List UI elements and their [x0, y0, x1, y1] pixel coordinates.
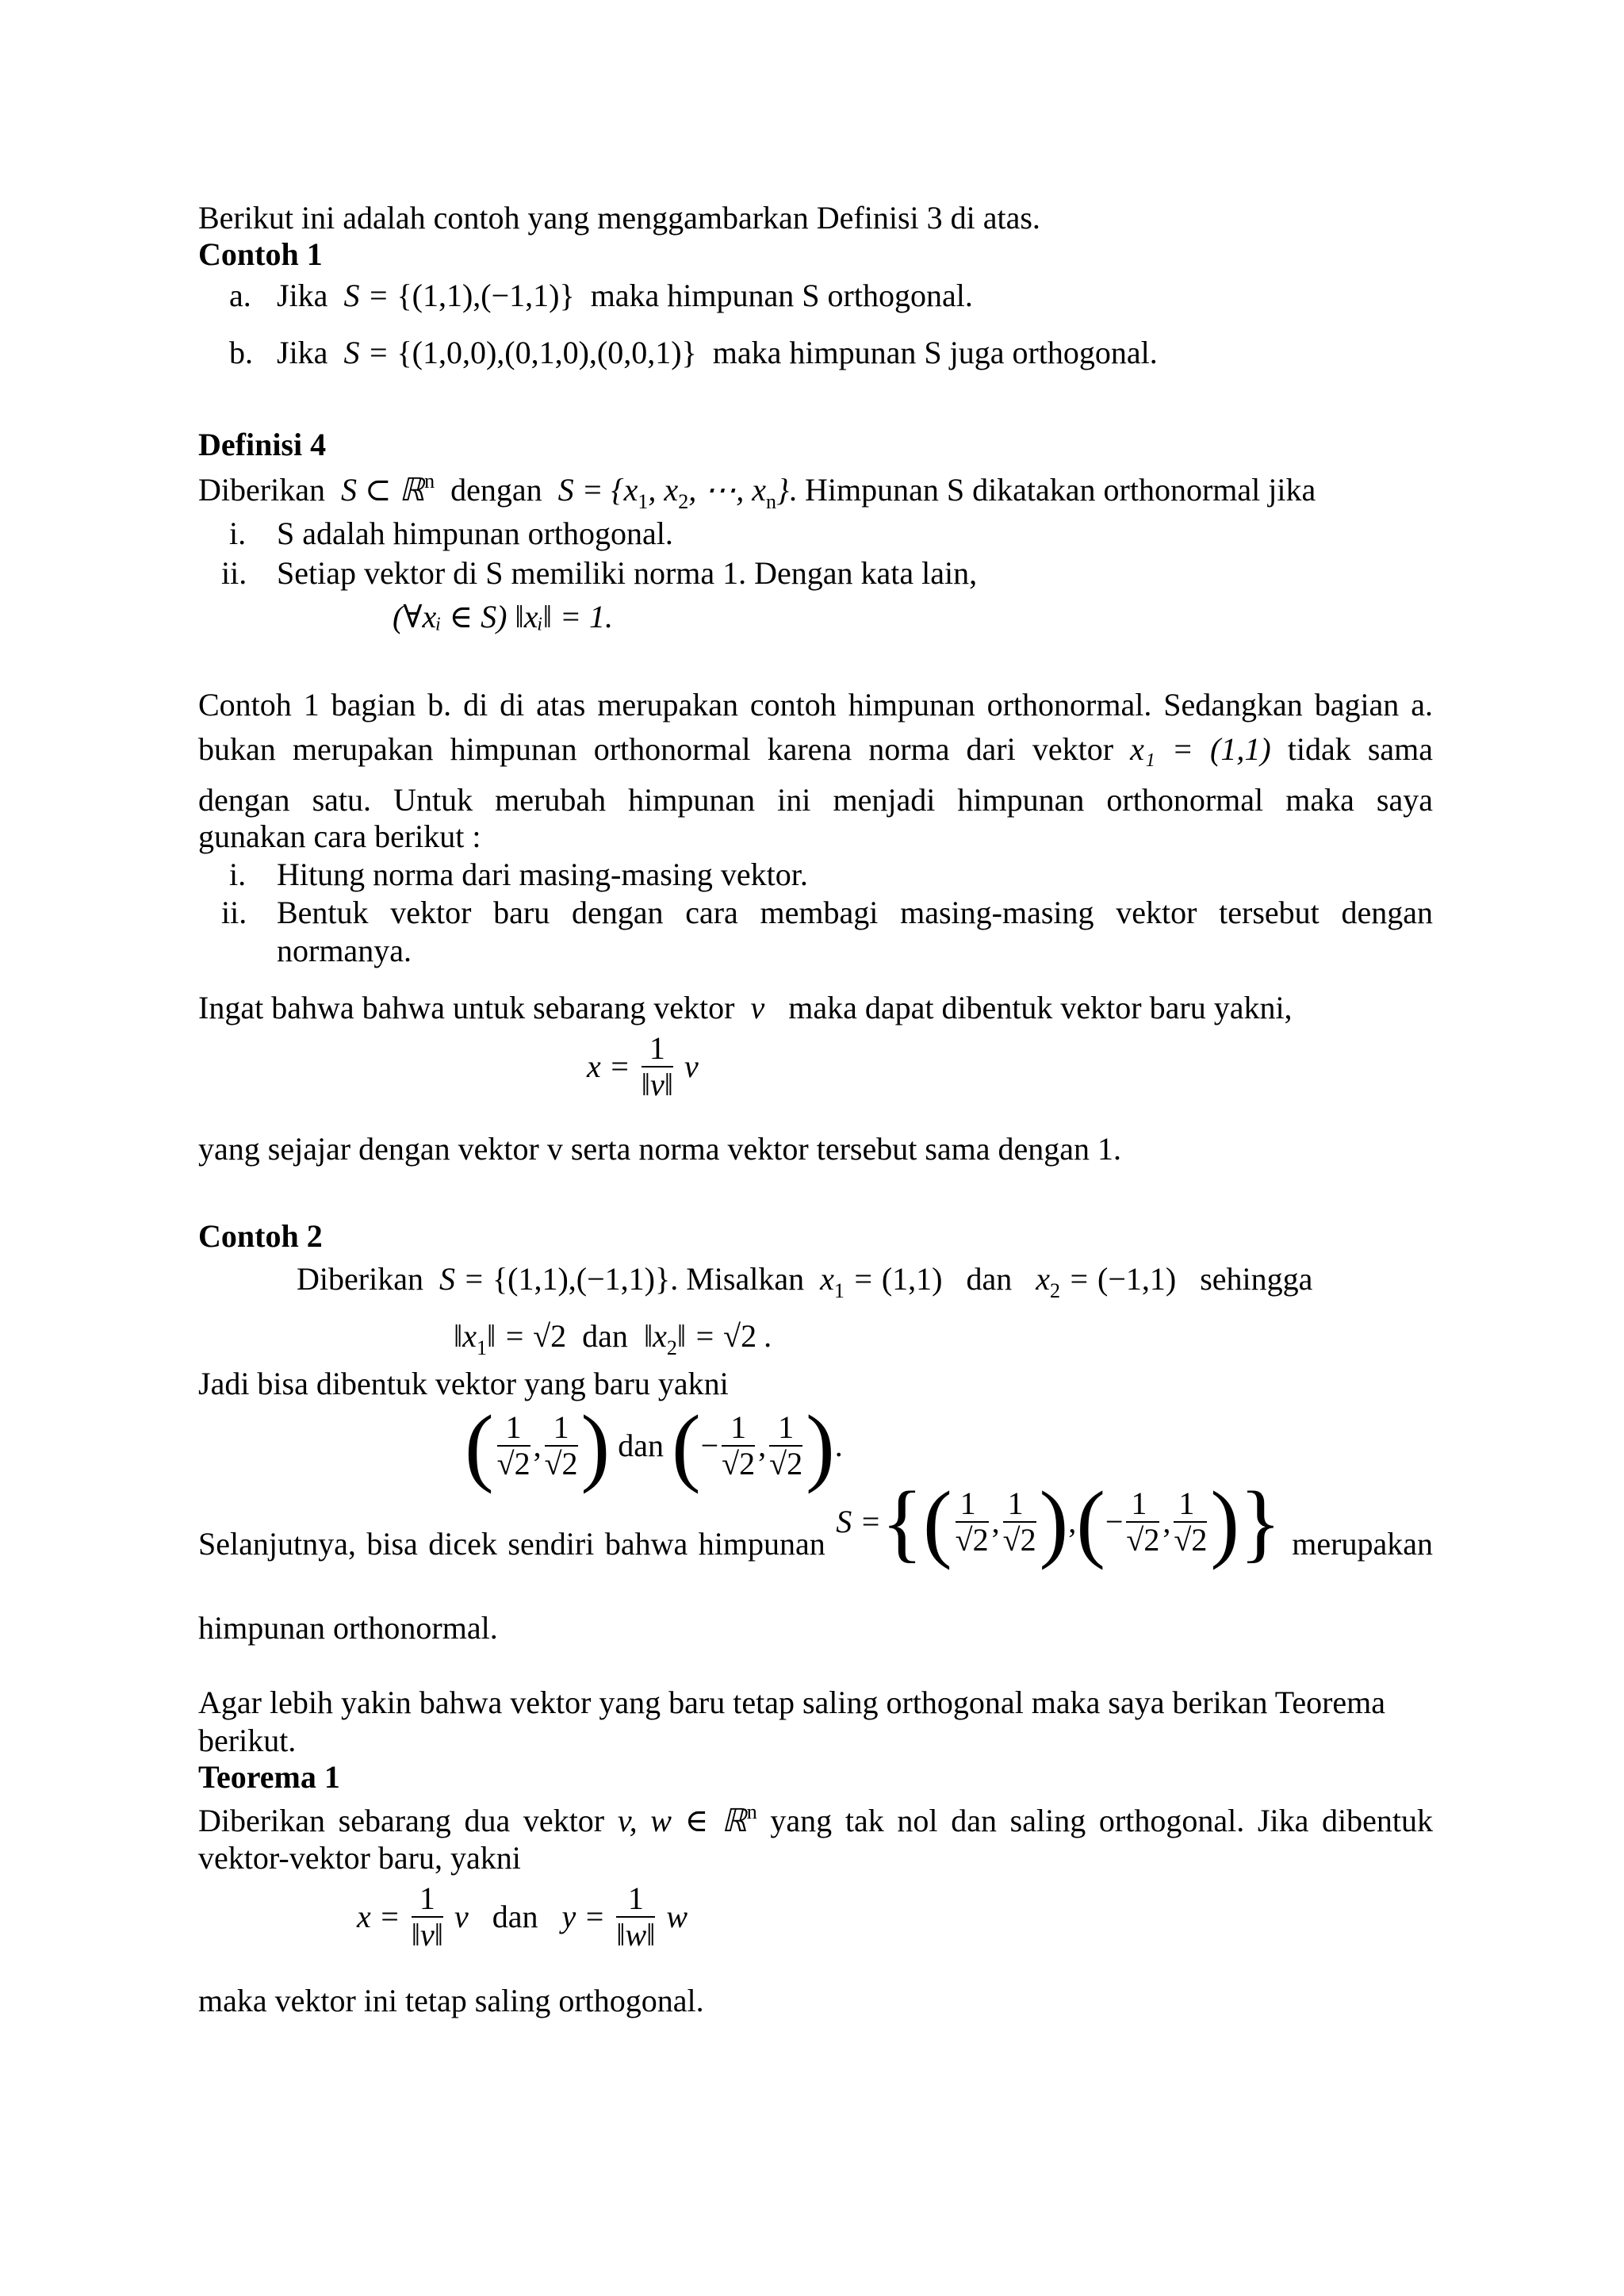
teorema1-vw-math: v, w ∈ ℝ$^n$	[617, 1800, 757, 1838]
definisi4-set-math: $S = \{x_1$, $x_2$, ⋯, $x_n$}	[550, 472, 789, 513]
para1-step1-marker: i.	[229, 857, 247, 892]
definisi4-line1-mid: dengan	[450, 472, 542, 508]
para1-x1-math: x₁ = (1,1)	[1130, 731, 1271, 767]
contoh1-a-text-pre: Jika	[277, 278, 328, 313]
definisi4-item1: S adalah himpunan orthogonal.	[277, 516, 673, 551]
para1-step1: Hitung norma dari masing-masing vektor.	[277, 857, 808, 892]
definisi4-heading: Definisi 4	[198, 427, 327, 462]
para1-step2-line2: normanya.	[277, 933, 412, 968]
contoh1-b-line	[277, 335, 1158, 371]
contoh1-a-line	[277, 278, 973, 314]
definisi4-item2: Setiap vektor di S memiliki norma 1. Dengan kata lain,	[277, 555, 978, 591]
contoh1-b-set: {(1,0,0),(0,1,0),(0,0,1)}	[396, 335, 697, 370]
contoh1-a-marker: a.	[229, 278, 251, 313]
contoh1-heading: Contoh 1	[198, 236, 323, 272]
para1-line4: gunakan cara berikut :	[198, 818, 481, 854]
contoh2-line1: Diberikan S = {(1,1),(−1,1)}. Misalkan $x_1 = (1,1)$ dan $x_2 = (-1,1)$ sehingga	[297, 1261, 1313, 1302]
definisi4-item1-marker: i.	[229, 516, 247, 551]
contoh1-b-math: S = {(1,0,0),(0,1,0),(0,0,1)}	[335, 335, 697, 370]
definisi4-line1-post: . Himpunan S dikatakan orthonormal jika	[788, 472, 1316, 508]
teorema1-heading: Teorema 1	[198, 1759, 340, 1795]
contoh2-jadi: Jadi bisa dibentuk vektor yang baru yakni	[198, 1366, 729, 1401]
contoh2-new-vectors: ( $\frac{1}{√2}$ , $\frac{1}{√2}$ ) dan (− $\frac{1}{√2}$ , $\frac{1}{√2}$ ).	[465, 1397, 843, 1494]
para3-line2: berikut.	[198, 1723, 297, 1758]
para1-line2: bukan merupakan himpunan orthonormal karena norma dari vektor x₁ = (1,1) tidak sama	[198, 731, 1434, 767]
para1-line1: Contoh 1 bagian b. di di atas merupakan contoh himpunan orthonormal. Sedangkan bagian a.	[198, 687, 1433, 723]
para1-step2-line1: Bentuk vektor baru dengan cara membagi masing-masing vektor tersebut dengan	[277, 895, 1433, 930]
contoh1-b-marker: b.	[229, 335, 253, 370]
teorema1-closing: maka vektor ini tetap saling orthogonal.	[198, 1983, 704, 2018]
teorema1-line2: vektor-vektor baru, yakni	[198, 1840, 521, 1876]
para2-formula: x = $\frac{1}{‖v‖}$ v	[587, 1030, 699, 1102]
teorema1-line1: Diberikan sebarang dua vektor v, w ∈ ℝ$^n$ yang tak nol dan saling orthogonal. Jika dibentuk	[198, 1800, 1434, 1838]
para2-v-math: v	[742, 990, 781, 1025]
contoh1-b-text-pre: Jika	[277, 335, 328, 370]
definisi4-subset-math: S ⊂ ℝ$^n$	[332, 470, 435, 508]
para1-step2-marker: ii.	[221, 895, 247, 930]
contoh1-a-set: {(1,1),(−1,1)}	[396, 278, 575, 313]
teorema1-formula: x = $\frac{1}{‖v‖}$ v dan y = $\frac{1}{‖w‖}$ w	[357, 1880, 688, 1953]
contoh1-a-math: S = {(1,1),(−1,1)}	[335, 278, 575, 313]
contoh2-norms: $‖x_1‖ = √2$ dan $‖x_2‖ = √2$ .	[454, 1318, 773, 1359]
para1-line3: dengan satu. Untuk merubah himpunan ini menjadi himpunan orthonormal maka saya	[198, 782, 1433, 818]
contoh2-himpunan: himpunan orthonormal.	[198, 1610, 498, 1646]
contoh2-x1-math: $x_1 = (1,1)$	[812, 1261, 943, 1302]
para2-line1: Ingat bahwa bahwa untuk sebarang vektor v maka dapat dibentuk vektor baru yakni,	[198, 990, 1293, 1025]
para3-line1: Agar lebih yakin bahwa vektor yang baru tetap saling orthogonal maka saya berikan Teorema	[198, 1685, 1386, 1720]
definisi4-formula: (∀xᵢ ∈ S) ‖xᵢ‖ = 1.	[393, 599, 614, 634]
contoh2-x2-math: $x_2 = (-1,1)$	[1020, 1261, 1177, 1302]
contoh2-set-math: S = {(1,1),(−1,1)}	[431, 1261, 671, 1297]
definisi4-item2-marker: ii.	[221, 555, 247, 591]
contoh2-selanjutnya-line: Selanjutnya, bisa dicek sendiri bahwa himpunan S ={( $\frac{1}{√2}$ , $\frac{1}{√2}$ ),(− $\frac{1}{√2}$ , $\frac{1}{√2}$ )} merupakan	[198, 1474, 1433, 1570]
contoh2-heading: Contoh 2	[198, 1218, 323, 1254]
intro-text: Berikut ini adalah contoh yang menggambarkan Definisi 3 di atas.	[198, 200, 1040, 236]
definisi4-line1-pre: Diberikan	[198, 472, 325, 508]
contoh1-a-text-post: maka himpunan S orthogonal.	[590, 278, 973, 313]
contoh2-orthonormal-set: S ={( $\frac{1}{√2}$ , $\frac{1}{√2}$ ),(− $\frac{1}{√2}$ , $\frac{1}{√2}$ )}	[836, 1474, 1281, 1570]
definisi4-line1	[198, 470, 1316, 514]
para2-line2: yang sejajar dengan vektor v serta norma vektor tersebut sama dengan 1.	[198, 1131, 1122, 1167]
contoh1-b-text-post: maka himpunan S juga orthogonal.	[712, 335, 1158, 370]
